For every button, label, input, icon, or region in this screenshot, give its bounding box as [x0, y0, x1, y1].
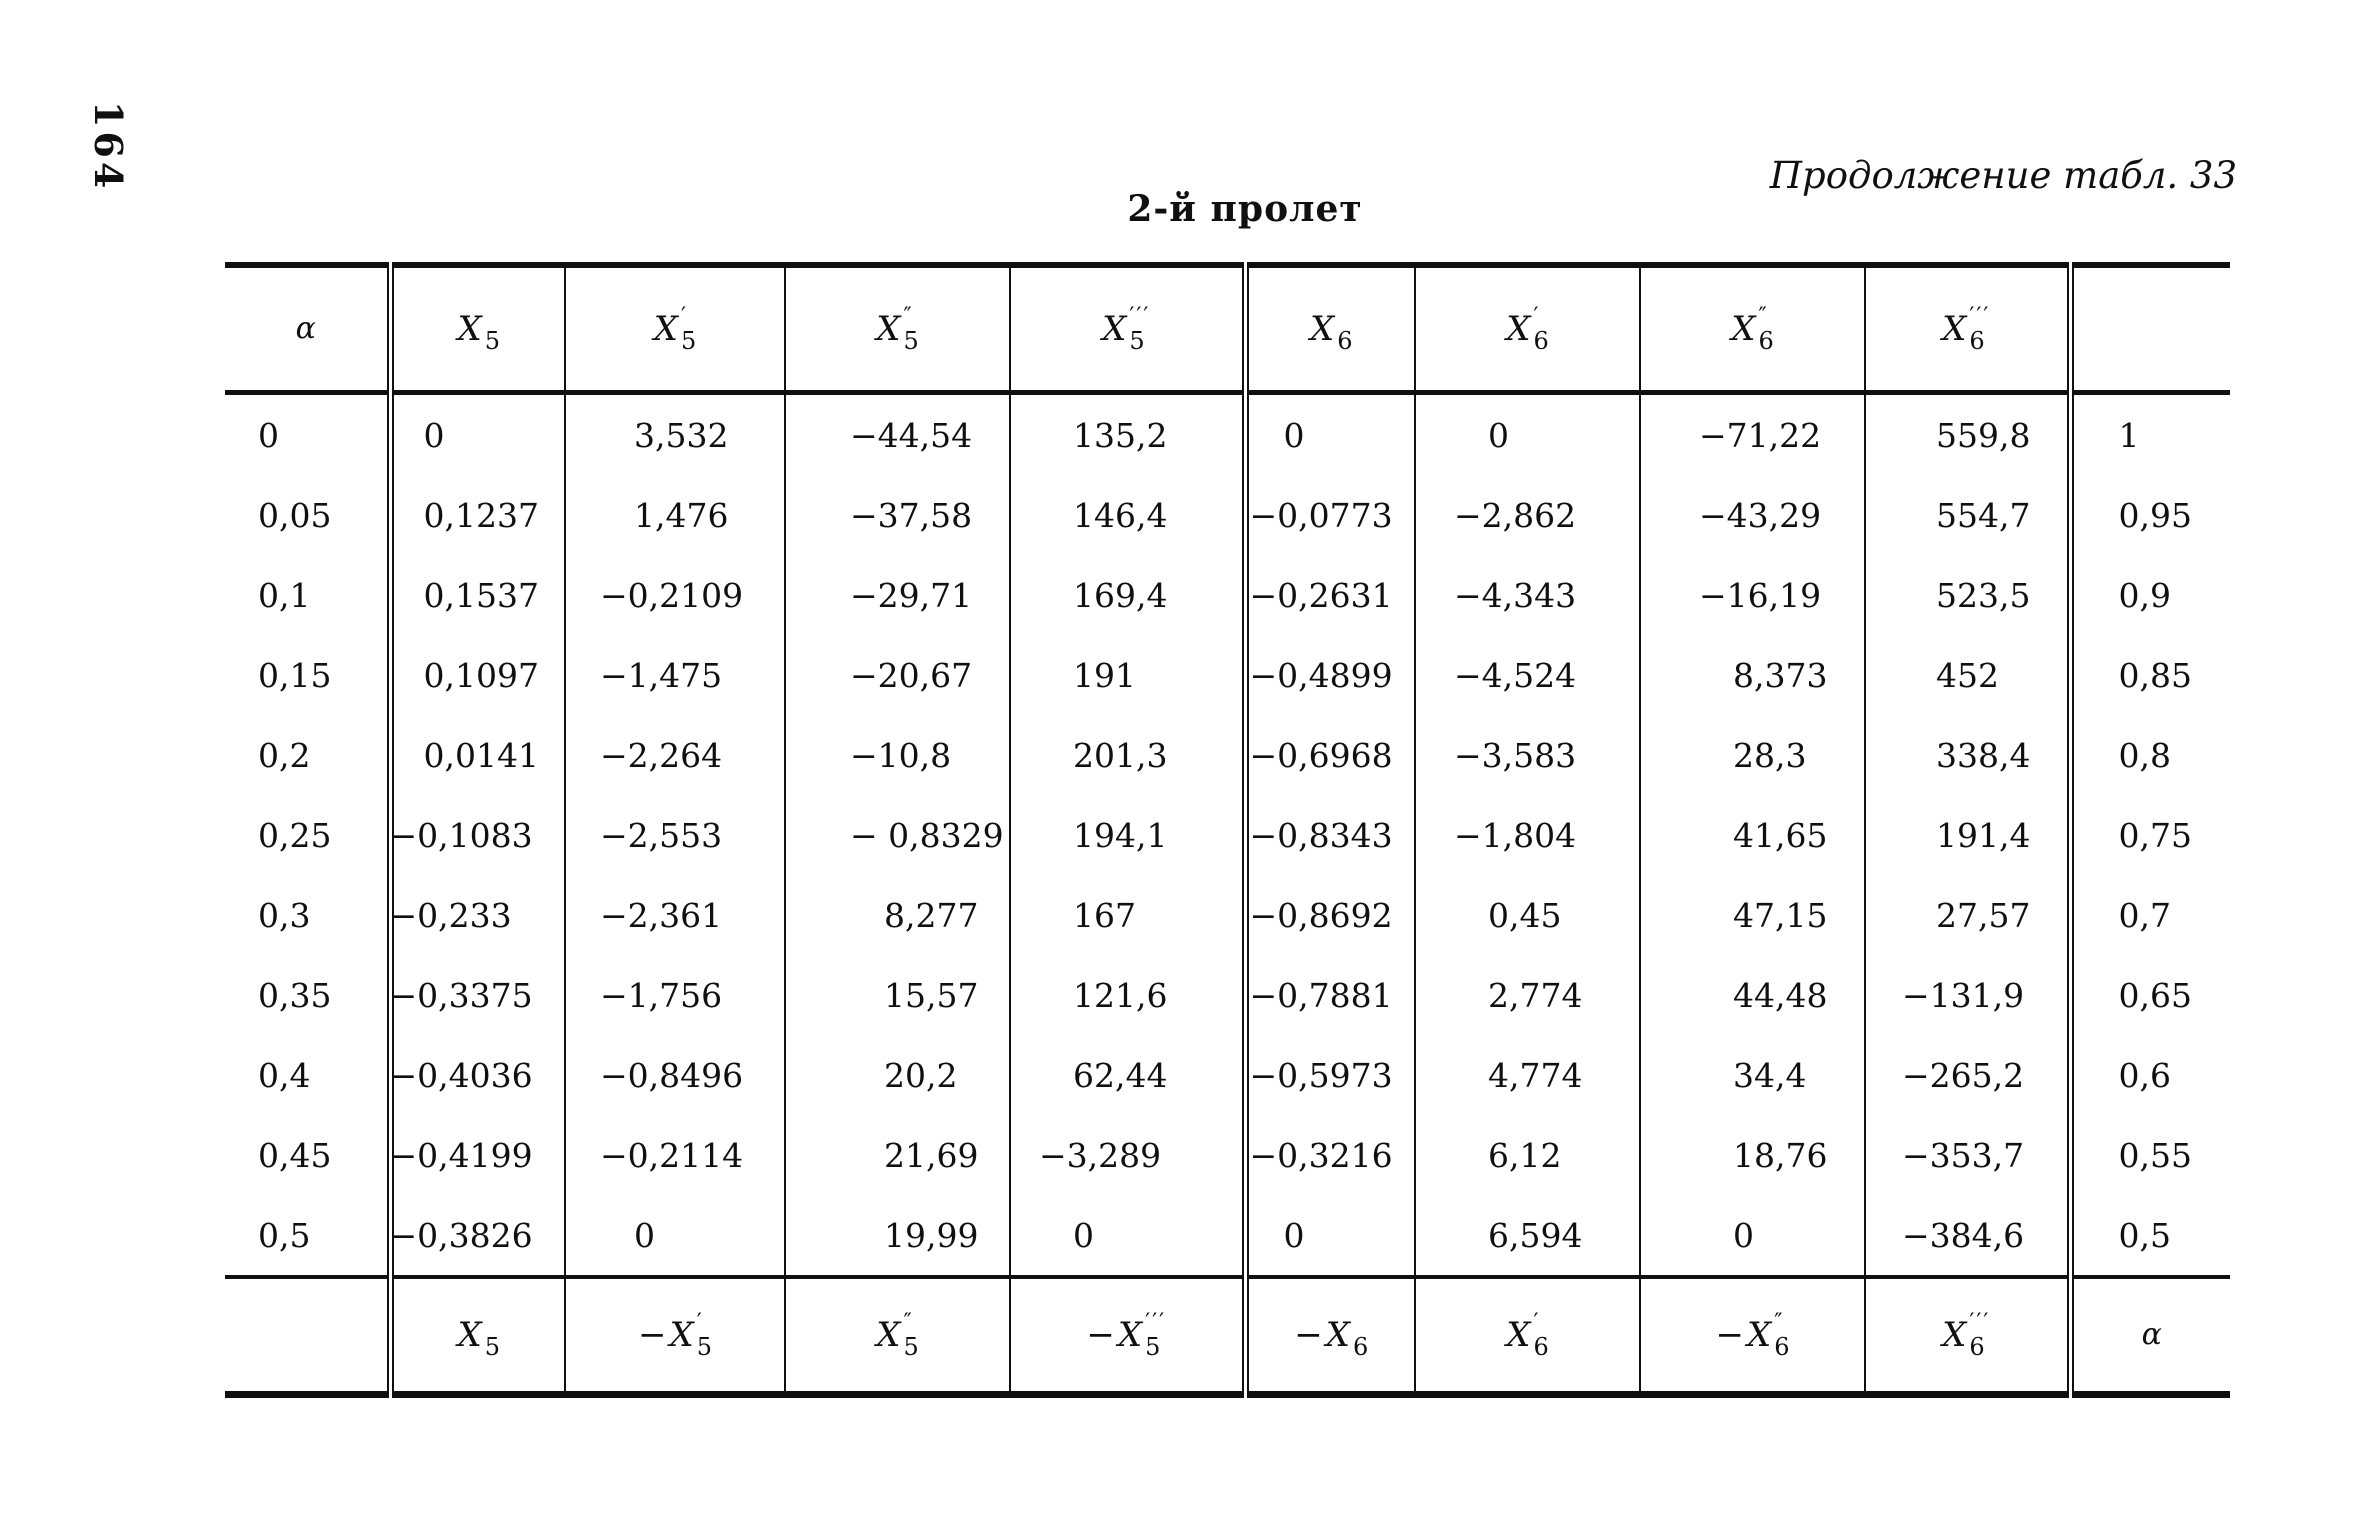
- symbol-letter: X: [1942, 309, 1967, 349]
- table-cell: −37,58: [785, 475, 1010, 555]
- table-row: [225, 715, 2230, 795]
- table-cell: 41,65: [1640, 795, 1865, 875]
- table-head: [225, 265, 2230, 393]
- symbol-primes: ′: [1533, 1309, 1541, 1335]
- table-cell: 559,8: [1865, 393, 2070, 476]
- symbol-letter: X: [1506, 1315, 1531, 1355]
- symbol-letter: X: [876, 1315, 901, 1355]
- table-cell: 0,1097: [390, 635, 565, 715]
- table-cell: 0,9: [2070, 555, 2230, 635]
- symbol-letter: α: [295, 311, 316, 346]
- table-cell: 0: [1245, 1195, 1415, 1277]
- symbol-scripts: [1774, 1309, 1790, 1361]
- symbol-letter: X: [1942, 1315, 1967, 1355]
- table-cell: 0,1537: [390, 555, 565, 635]
- symbol-subscript: 5: [903, 1332, 919, 1361]
- symbol-subscript: 5: [1145, 1332, 1161, 1361]
- table-cell: 201,3: [1010, 715, 1245, 795]
- table-cell: −0,8496: [565, 1035, 785, 1115]
- table-cell: −1,475: [565, 635, 785, 715]
- table-cell: −0,4036: [390, 1035, 565, 1115]
- symbol-scripts: [1533, 1309, 1549, 1361]
- symbol-primes: ′: [680, 303, 688, 329]
- symbol-primes: [485, 1312, 494, 1335]
- empty-header-cell: [2070, 265, 2230, 393]
- symbol-scripts: [1533, 303, 1549, 355]
- math-symbol: [1942, 1309, 1991, 1361]
- table-cell: 28,3: [1640, 715, 1865, 795]
- symbol-primes: ′′′: [1969, 1309, 1991, 1335]
- table-cell: 0,1237: [390, 475, 565, 555]
- minus-sign: −: [1294, 1315, 1323, 1355]
- row-alpha-value: 0,25: [258, 815, 332, 855]
- table-cell: −29,71: [785, 555, 1010, 635]
- footer-column-label: [1865, 1277, 2070, 1395]
- symbol-letter: α: [2141, 1317, 2162, 1352]
- row-alpha-value: 0,5: [225, 1195, 390, 1277]
- minus-sign: −: [638, 1315, 667, 1355]
- symbol-subscript: 5: [484, 1332, 500, 1361]
- symbol-letter: X: [457, 1315, 482, 1355]
- table-cell: 8,277: [785, 875, 1010, 955]
- table-cell: −4,343: [1415, 555, 1640, 635]
- table-cell: −265,2: [1865, 1035, 2070, 1115]
- symbol-letter: X: [653, 309, 678, 349]
- symbol-scripts: [903, 1309, 919, 1361]
- table-cell: 0,5: [2070, 1195, 2230, 1277]
- symbol-letter: X: [1731, 309, 1756, 349]
- table-cell: −0,3826: [390, 1195, 565, 1277]
- symbol-subscript: 5: [484, 326, 500, 355]
- table-cell: 4,774: [1415, 1035, 1640, 1115]
- header-row: [225, 265, 2230, 393]
- table-cell: −2,553: [565, 795, 785, 875]
- table-cell: 0,45: [1415, 875, 1640, 955]
- footer-column-label: [1415, 1277, 1640, 1395]
- symbol-primes: [1353, 1312, 1362, 1335]
- math-symbol: [1506, 1309, 1549, 1361]
- table-cell: 0: [1415, 393, 1640, 476]
- table-cell: −0,233: [390, 875, 565, 955]
- symbol-primes: [1337, 306, 1346, 329]
- table-cell: −71,22: [1640, 393, 1865, 476]
- table-cell: 20,2: [785, 1035, 1010, 1115]
- symbol-subscript: 5: [1129, 326, 1145, 355]
- symbol-scripts: [1969, 303, 1991, 355]
- symbol-letter: X: [457, 309, 482, 349]
- page-number: 164: [86, 101, 131, 193]
- symbol-scripts: [485, 306, 500, 353]
- math-symbol: [876, 303, 919, 355]
- table-cell: −0,4899: [1245, 635, 1415, 715]
- table-cell: −20,67: [785, 635, 1010, 715]
- table-foot: [225, 1277, 2230, 1395]
- row-alpha-value: 0,1: [258, 575, 311, 615]
- math-symbol: [1715, 1309, 1790, 1361]
- symbol-primes: ″: [903, 303, 914, 329]
- symbol-subscript: 6: [1352, 1332, 1369, 1361]
- table-row: [225, 635, 2230, 715]
- footer-column-label: [565, 1277, 785, 1395]
- row-alpha-value: 0,3: [258, 895, 311, 935]
- table-cell: 15,57: [785, 955, 1010, 1035]
- math-symbol: [1102, 303, 1151, 355]
- table-cell: 191,4: [1865, 795, 2070, 875]
- table-cell: 6,12: [1415, 1115, 1640, 1195]
- footer-column-label: [2070, 1277, 2230, 1395]
- row-alpha-value: 0,05: [258, 495, 332, 535]
- table-cell: −0,5973: [1245, 1035, 1415, 1115]
- math-symbol: [876, 1309, 919, 1361]
- table-cell: 452: [1865, 635, 2070, 715]
- symbol-scripts: [1337, 306, 1352, 353]
- table-cell: 194,1: [1010, 795, 1245, 875]
- symbol-subscript: 5: [696, 1332, 712, 1361]
- math-symbol: [1506, 303, 1549, 355]
- table-cell: −43,29: [1640, 475, 1865, 555]
- table-cell: 0,85: [2070, 635, 2230, 715]
- symbol-letter: X: [1310, 309, 1335, 349]
- symbol-primes: ′′′: [1145, 1309, 1167, 1335]
- table-body: [225, 393, 2230, 1278]
- table-row: [225, 1195, 2230, 1277]
- table-cell: 0: [565, 1195, 785, 1277]
- table-cell: −44,54: [785, 393, 1010, 476]
- symbol-letter: X: [1325, 1315, 1350, 1355]
- symbol-scripts: [903, 303, 919, 355]
- table-cell: −131,9: [1865, 955, 2070, 1035]
- column-header: [1245, 265, 1415, 393]
- math-symbol: [2141, 1317, 2162, 1352]
- symbol-primes: ″: [1774, 1309, 1785, 1335]
- table-row: [225, 955, 2230, 1035]
- table-cell: 0: [1010, 1195, 1245, 1277]
- table-cell: 44,48: [1640, 955, 1865, 1035]
- table-cell: 0: [1640, 1195, 1865, 1277]
- footer-column-label: [1010, 1277, 1245, 1395]
- symbol-primes: ′: [696, 1309, 704, 1335]
- math-symbol: [1086, 1309, 1167, 1361]
- row-alpha-value: 0,2: [258, 735, 311, 775]
- table-cell: 18,76: [1640, 1115, 1865, 1195]
- table-cell: −0,1083: [390, 795, 565, 875]
- table-cell: 146,4: [1010, 475, 1245, 555]
- table-cell: −16,19: [1640, 555, 1865, 635]
- table-cell: −384,6: [1865, 1195, 2070, 1277]
- table-cell: 62,44: [1010, 1035, 1245, 1115]
- table-row: [225, 475, 2230, 555]
- math-symbol: [1310, 306, 1353, 353]
- table-row: [225, 1115, 2230, 1195]
- symbol-letter: X: [669, 1315, 694, 1355]
- column-header: [390, 265, 565, 393]
- table-cell: 338,4: [1865, 715, 2070, 795]
- symbol-primes: ″: [1758, 303, 1769, 329]
- symbol-subscript: 6: [1533, 326, 1549, 355]
- row-alpha-value: 0,35: [258, 975, 332, 1015]
- math-symbol: [638, 1309, 712, 1361]
- symbol-letter: X: [876, 309, 901, 349]
- row-alpha-value: 0,45: [258, 1135, 332, 1175]
- table-cell: −0,3375: [390, 955, 565, 1035]
- column-header: [1640, 265, 1865, 393]
- table-cell: − 0,8329: [785, 795, 1010, 875]
- symbol-subscript: 5: [903, 326, 919, 355]
- symbol-primes: ″: [903, 1309, 914, 1335]
- table-title: 2-й пролет: [1127, 188, 1363, 230]
- table-cell: −2,361: [565, 875, 785, 955]
- symbol-scripts: [1353, 1312, 1368, 1359]
- symbol-scripts: [1129, 303, 1151, 355]
- table-cell: 0,65: [2070, 955, 2230, 1035]
- table-cell: −0,8692: [1245, 875, 1415, 955]
- table-cell: 47,15: [1640, 875, 1865, 955]
- data-table: [225, 262, 2230, 1398]
- table-cell: 19,99: [785, 1195, 1010, 1277]
- math-symbol: [1294, 1312, 1368, 1359]
- symbol-primes: ′′′: [1969, 303, 1991, 329]
- table-cell: 3,532: [565, 393, 785, 476]
- table-row: [225, 795, 2230, 875]
- math-symbol: [653, 303, 697, 355]
- symbol-letter: X: [1117, 1315, 1143, 1355]
- symbol-letter: X: [1747, 1315, 1772, 1355]
- minus-sign: −: [1715, 1315, 1744, 1355]
- table-cell: −0,3216: [1245, 1115, 1415, 1195]
- column-header: [1010, 265, 1245, 393]
- table-cell: −0,2114: [565, 1115, 785, 1195]
- table-cell: 0,6: [2070, 1035, 2230, 1115]
- table-cell: 0: [1245, 393, 1415, 476]
- table-cell: −0,4199: [390, 1115, 565, 1195]
- table-cell: 0,7: [2070, 875, 2230, 955]
- column-header: [565, 265, 785, 393]
- table-cell: 0,8: [2070, 715, 2230, 795]
- column-header: [785, 265, 1010, 393]
- symbol-subscript: 6: [1758, 326, 1774, 355]
- symbol-scripts: [680, 303, 697, 355]
- table-row: [225, 1035, 2230, 1115]
- table-cell: −1,756: [565, 955, 785, 1035]
- symbol-letter: X: [1102, 309, 1127, 349]
- math-symbol: [1942, 303, 1991, 355]
- table-cell: 167: [1010, 875, 1245, 955]
- table-cell: 0,0141: [390, 715, 565, 795]
- table-cell: 2,774: [1415, 955, 1640, 1035]
- table-cell: 554,7: [1865, 475, 2070, 555]
- table-cell: 34,4: [1640, 1035, 1865, 1115]
- symbol-primes: [485, 306, 494, 329]
- table-continuation-caption: Продолжение табл. 33: [1769, 154, 2237, 197]
- symbol-scripts: [485, 1312, 500, 1359]
- symbol-scripts: [1145, 1309, 1167, 1361]
- table-cell: 1: [2070, 393, 2230, 476]
- table-cell: −0,6968: [1245, 715, 1415, 795]
- row-alpha-value: 0: [258, 415, 279, 455]
- symbol-subscript: 6: [1969, 1332, 1985, 1361]
- table-cell: −2,264: [565, 715, 785, 795]
- table-cell: 0,95: [2070, 475, 2230, 555]
- symbol-subscript: 5: [680, 326, 697, 355]
- column-header: [225, 265, 390, 393]
- footer-column-label: [1245, 1277, 1415, 1395]
- symbol-scripts: [1758, 303, 1774, 355]
- table-cell: 1,476: [565, 475, 785, 555]
- table-cell: −0,8343: [1245, 795, 1415, 875]
- table-cell: −353,7: [1865, 1115, 2070, 1195]
- symbol-primes: ′′′: [1129, 303, 1151, 329]
- table-cell: −0,0773: [1245, 475, 1415, 555]
- table-cell: 121,6: [1010, 955, 1245, 1035]
- footer-column-label: [390, 1277, 565, 1395]
- symbol-subscript: 6: [1969, 326, 1985, 355]
- footer-column-label: [1640, 1277, 1865, 1395]
- table-cell: −0,2631: [1245, 555, 1415, 635]
- table-cell: −4,524: [1415, 635, 1640, 715]
- row-alpha-value: 0,4: [258, 1055, 311, 1095]
- table-cell: 6,594: [1415, 1195, 1640, 1277]
- row-alpha-value: 0,15: [258, 655, 332, 695]
- table-cell: −1,804: [1415, 795, 1640, 875]
- symbol-scripts: [696, 1309, 712, 1361]
- math-symbol: [1731, 303, 1774, 355]
- table-row: [225, 875, 2230, 955]
- table-cell: 191: [1010, 635, 1245, 715]
- footer-row: [225, 1277, 2230, 1395]
- symbol-subscript: 6: [1337, 326, 1353, 355]
- table-cell: 0: [390, 393, 565, 476]
- table-cell: 27,57: [1865, 875, 2070, 955]
- math-symbol: [295, 311, 316, 346]
- symbol-subscript: 6: [1533, 1332, 1549, 1361]
- table-cell: 0,55: [2070, 1115, 2230, 1195]
- table-cell: 21,69: [785, 1115, 1010, 1195]
- symbol-primes: ′: [1533, 303, 1541, 329]
- empty-footer-cell: [225, 1277, 390, 1395]
- symbol-letter: X: [1506, 309, 1531, 349]
- table-cell: 8,373: [1640, 635, 1865, 715]
- footer-column-label: [785, 1277, 1010, 1395]
- table-cell: −3,289: [1010, 1115, 1245, 1195]
- column-header: [1865, 265, 2070, 393]
- table-cell: −0,7881: [1245, 955, 1415, 1035]
- table-cell: −10,8: [785, 715, 1010, 795]
- table-cell: 135,2: [1010, 393, 1245, 476]
- minus-sign: −: [1086, 1315, 1115, 1355]
- table-cell: 523,5: [1865, 555, 2070, 635]
- math-symbol: [458, 306, 501, 353]
- table-cell: 0,75: [2070, 795, 2230, 875]
- symbol-subscript: 6: [1774, 1332, 1790, 1361]
- table-cell: 169,4: [1010, 555, 1245, 635]
- column-header: [1415, 265, 1640, 393]
- table-cell: −3,583: [1415, 715, 1640, 795]
- math-symbol: [458, 1312, 501, 1359]
- table-cell: −0,2109: [565, 555, 785, 635]
- table-row: [225, 555, 2230, 635]
- symbol-scripts: [1969, 1309, 1991, 1361]
- table-row: [225, 393, 2230, 476]
- table-cell: −2,862: [1415, 475, 1640, 555]
